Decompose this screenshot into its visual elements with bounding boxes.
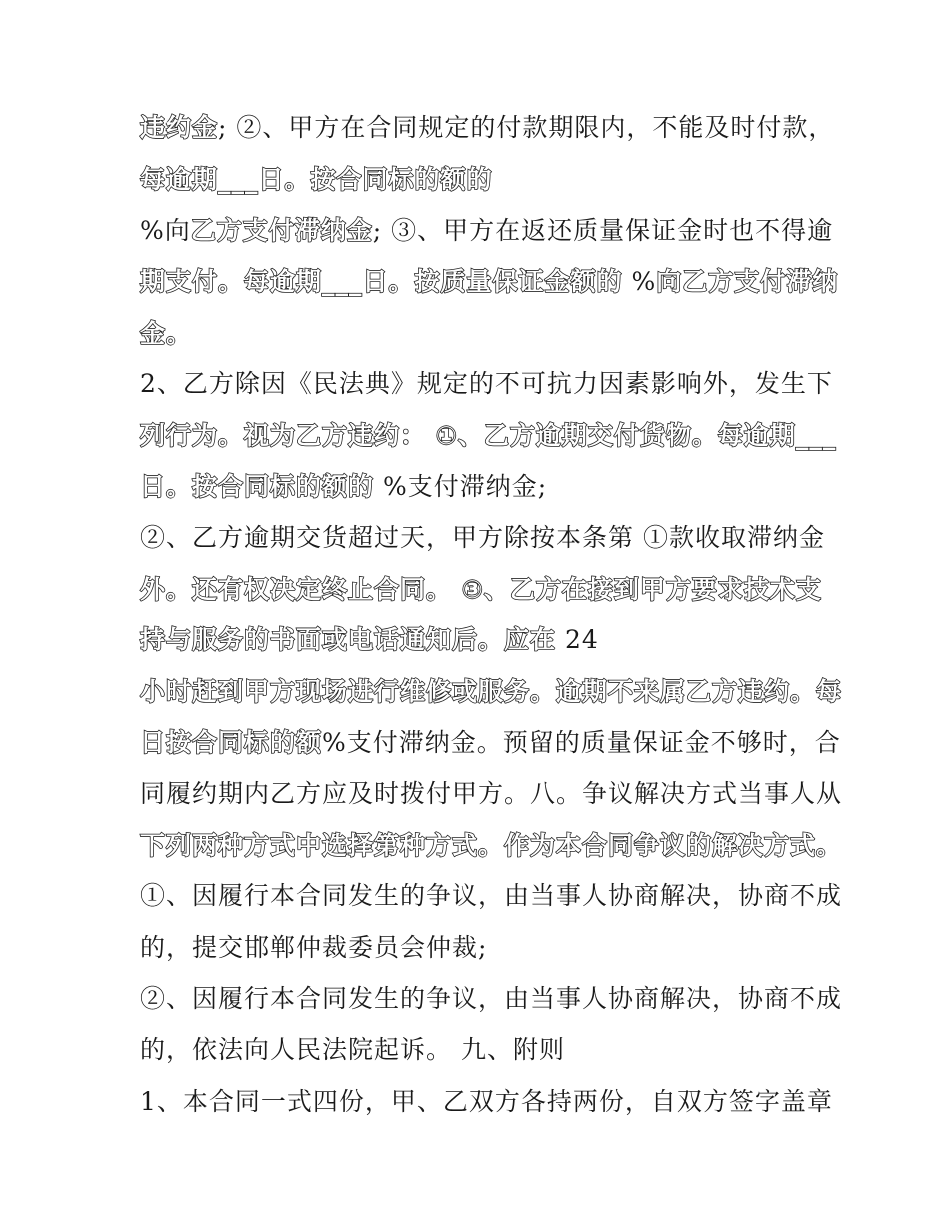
outlined-text-segment: 每逾期___日。按合同标的额的: [140, 165, 493, 194]
text-line: [140, 674, 843, 710]
outlined-text-segment: 日。按合同标的额的: [140, 472, 375, 501]
text-segment: %支付滞纳金;: [374, 472, 548, 501]
text-line: [140, 469, 840, 505]
text-line: [140, 1032, 840, 1068]
text-line: [140, 1084, 840, 1120]
text-segment: %向: [140, 216, 191, 245]
outlined-text-segment: 日按合同标的额: [140, 728, 323, 757]
text-segment: ②、因履行本合同发生的争议，由当事人协商解决，协商不成: [140, 984, 843, 1013]
text-segment: 同履约期内乙方应及时拨付甲方。八。争议解决方式当事人从: [140, 779, 843, 808]
text-line: [140, 572, 840, 608]
text-segment: 的，提交邯郸仲裁委员会仲裁;: [140, 933, 488, 962]
text-segment: %支付滞纳金。预留的质量保证金不够时，合: [322, 728, 841, 757]
text-segment: 1、本合同一式四份，甲、乙双方各持两份，自双方签字盖章: [140, 1087, 833, 1116]
outlined-text-segment: 外。还有权决定终止合同。 ③、乙方在接到甲方要求技术支: [140, 575, 822, 604]
text-segment: 的，依法向人民法院起诉。 九、附则: [140, 1035, 565, 1064]
text-line: [140, 930, 840, 966]
text-line: [140, 316, 840, 352]
outlined-text-segment: 乙方支付滞纳金: [190, 216, 373, 245]
outlined-text-segment: 期支付。每逾期___日。按质量保证金额的: [140, 267, 623, 296]
text-segment: %: [622, 267, 657, 296]
text-line: [140, 110, 840, 146]
text-line: [140, 213, 840, 249]
text-line: [140, 366, 840, 402]
text-segment: ; ③、甲方在返还质量保证金时也不得逾: [372, 216, 834, 245]
text-segment: ①、因履行本合同发生的争议，由当事人协商解决，协商不成: [140, 881, 843, 910]
text-line: [140, 622, 840, 658]
outlined-text-segment: 小时赶到甲方现场进行维修或服务。逾期不来属乙方违约。每: [140, 677, 843, 706]
outlined-text-segment: 向乙方支付滞纳: [656, 267, 839, 296]
text-line: [140, 981, 843, 1017]
text-segment: 2、乙方除因《民法典》规定的不可抗力因素影响外，发生下: [140, 369, 833, 398]
text-line: [140, 520, 840, 556]
text-line: [140, 828, 843, 864]
text-line: [140, 264, 840, 300]
text-line: [140, 776, 843, 812]
text-segment: ; ②、甲方在合同规定的付款期限内，不能及时付款，: [218, 113, 835, 142]
text-line: [140, 878, 843, 914]
outlined-text-segment: 列行为。视为乙方违约： ①、乙方逾期交付货物。每逾期___: [140, 421, 837, 450]
text-segment: ②、乙方逾期交货超过天，甲方除按本条第 ①款收取滞纳金: [140, 523, 825, 552]
outlined-text-segment: 下列两种方式中选择第种方式。作为本合同争议的解决方式。: [140, 831, 843, 860]
outlined-text-segment: 持与服务的书面或电话通知后。应在: [140, 625, 557, 654]
outlined-text-segment: 违约金: [140, 113, 219, 142]
text-line: [140, 725, 840, 761]
text-line: [140, 162, 840, 198]
text-segment: 24: [556, 625, 599, 654]
outlined-text-segment: 金。: [140, 319, 193, 348]
text-line: [140, 418, 840, 454]
